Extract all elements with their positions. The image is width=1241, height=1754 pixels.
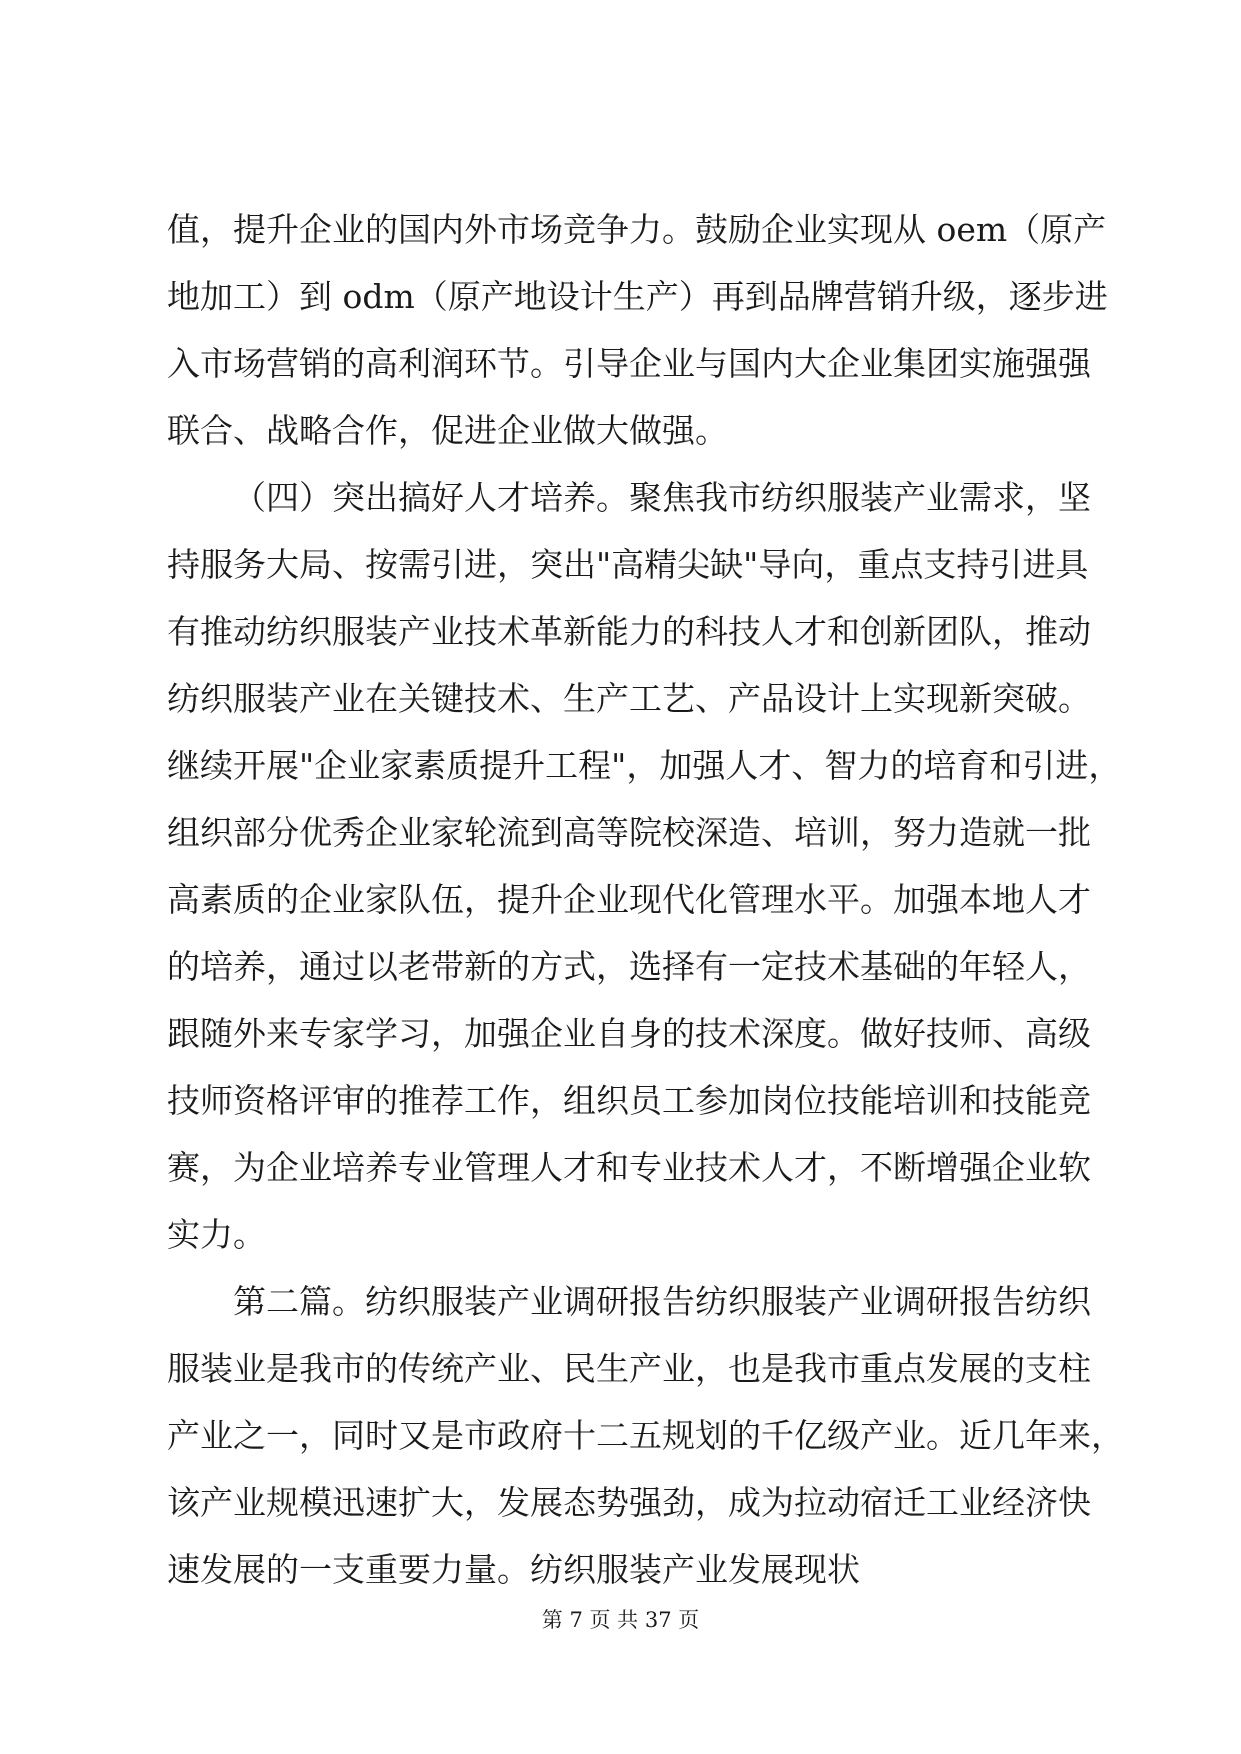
- text-line: 纺织服装产业在关键技术、生产工艺、产品设计上实现新突破。: [167, 679, 1091, 718]
- paragraph-continuation: [167, 196, 1108, 464]
- text-line: 跟随外来专家学习，加强企业自身的技术深度。做好技师、高级: [167, 1014, 1091, 1053]
- text-line: 地加工）到 odm（原产地设计生产）再到品牌营销升级，逐步进: [167, 277, 1108, 316]
- text-line: 的培养，通过以老带新的方式，选择有一定技术基础的年轻人，: [167, 947, 1091, 986]
- text-line: 服装业是我市的传统产业、民生产业，也是我市重点发展的支柱: [167, 1349, 1091, 1388]
- text-line: 入市场营销的高利润环节。引导企业与国内大企业集团实施强强: [167, 344, 1091, 383]
- text-line: 组织部分优秀企业家轮流到高等院校深造、培训，努力造就一批: [167, 813, 1091, 852]
- text-line: 技师资格评审的推荐工作，组织员工参加岗位技能培训和技能竞: [167, 1081, 1091, 1120]
- text-line: 联合、战略合作，促进企业做大做强。: [167, 411, 728, 450]
- text-line: 速发展的一支重要力量。纺织服装产业发展现状: [167, 1550, 860, 1589]
- text-line: 高素质的企业家队伍，提升企业现代化管理水平。加强本地人才: [167, 880, 1091, 919]
- text-line: 有推动纺织服装产业技术革新能力的科技人才和创新团队，推动: [167, 612, 1091, 651]
- text-line: 值，提升企业的国内外市场竞争力。鼓励企业实现从 oem（原产: [167, 210, 1107, 249]
- text-line: 第二篇。纺织服装产业调研报告纺织服装产业调研报告纺织: [233, 1282, 1091, 1321]
- text-line: （四）突出搞好人才培养。聚焦我市纺织服装产业需求，坚: [233, 478, 1091, 517]
- paragraph-talent-cultivation: [167, 464, 1122, 1268]
- text-line: 产业之一，同时又是市政府十二五规划的千亿级产业。近几年来，: [167, 1416, 1124, 1455]
- document-body: [167, 196, 1124, 1603]
- text-line: 赛，为企业培养专业管理人才和专业技术人才，不断增强企业软: [167, 1148, 1091, 1187]
- text-line: 持服务大局、按需引进，突出"高精尖缺"导向，重点支持引进具: [167, 545, 1089, 584]
- text-line: 继续开展"企业家素质提升工程"，加强人才、智力的培育和引进，: [167, 746, 1122, 785]
- text-line: 该产业规模迅速扩大，发展态势强劲，成为拉动宿迁工业经济快: [167, 1483, 1091, 1522]
- text-line: 实力。: [167, 1215, 266, 1254]
- paragraph-chapter-two: [167, 1268, 1124, 1603]
- page-number-footer: 第 7 页 共 37 页: [541, 1608, 700, 1632]
